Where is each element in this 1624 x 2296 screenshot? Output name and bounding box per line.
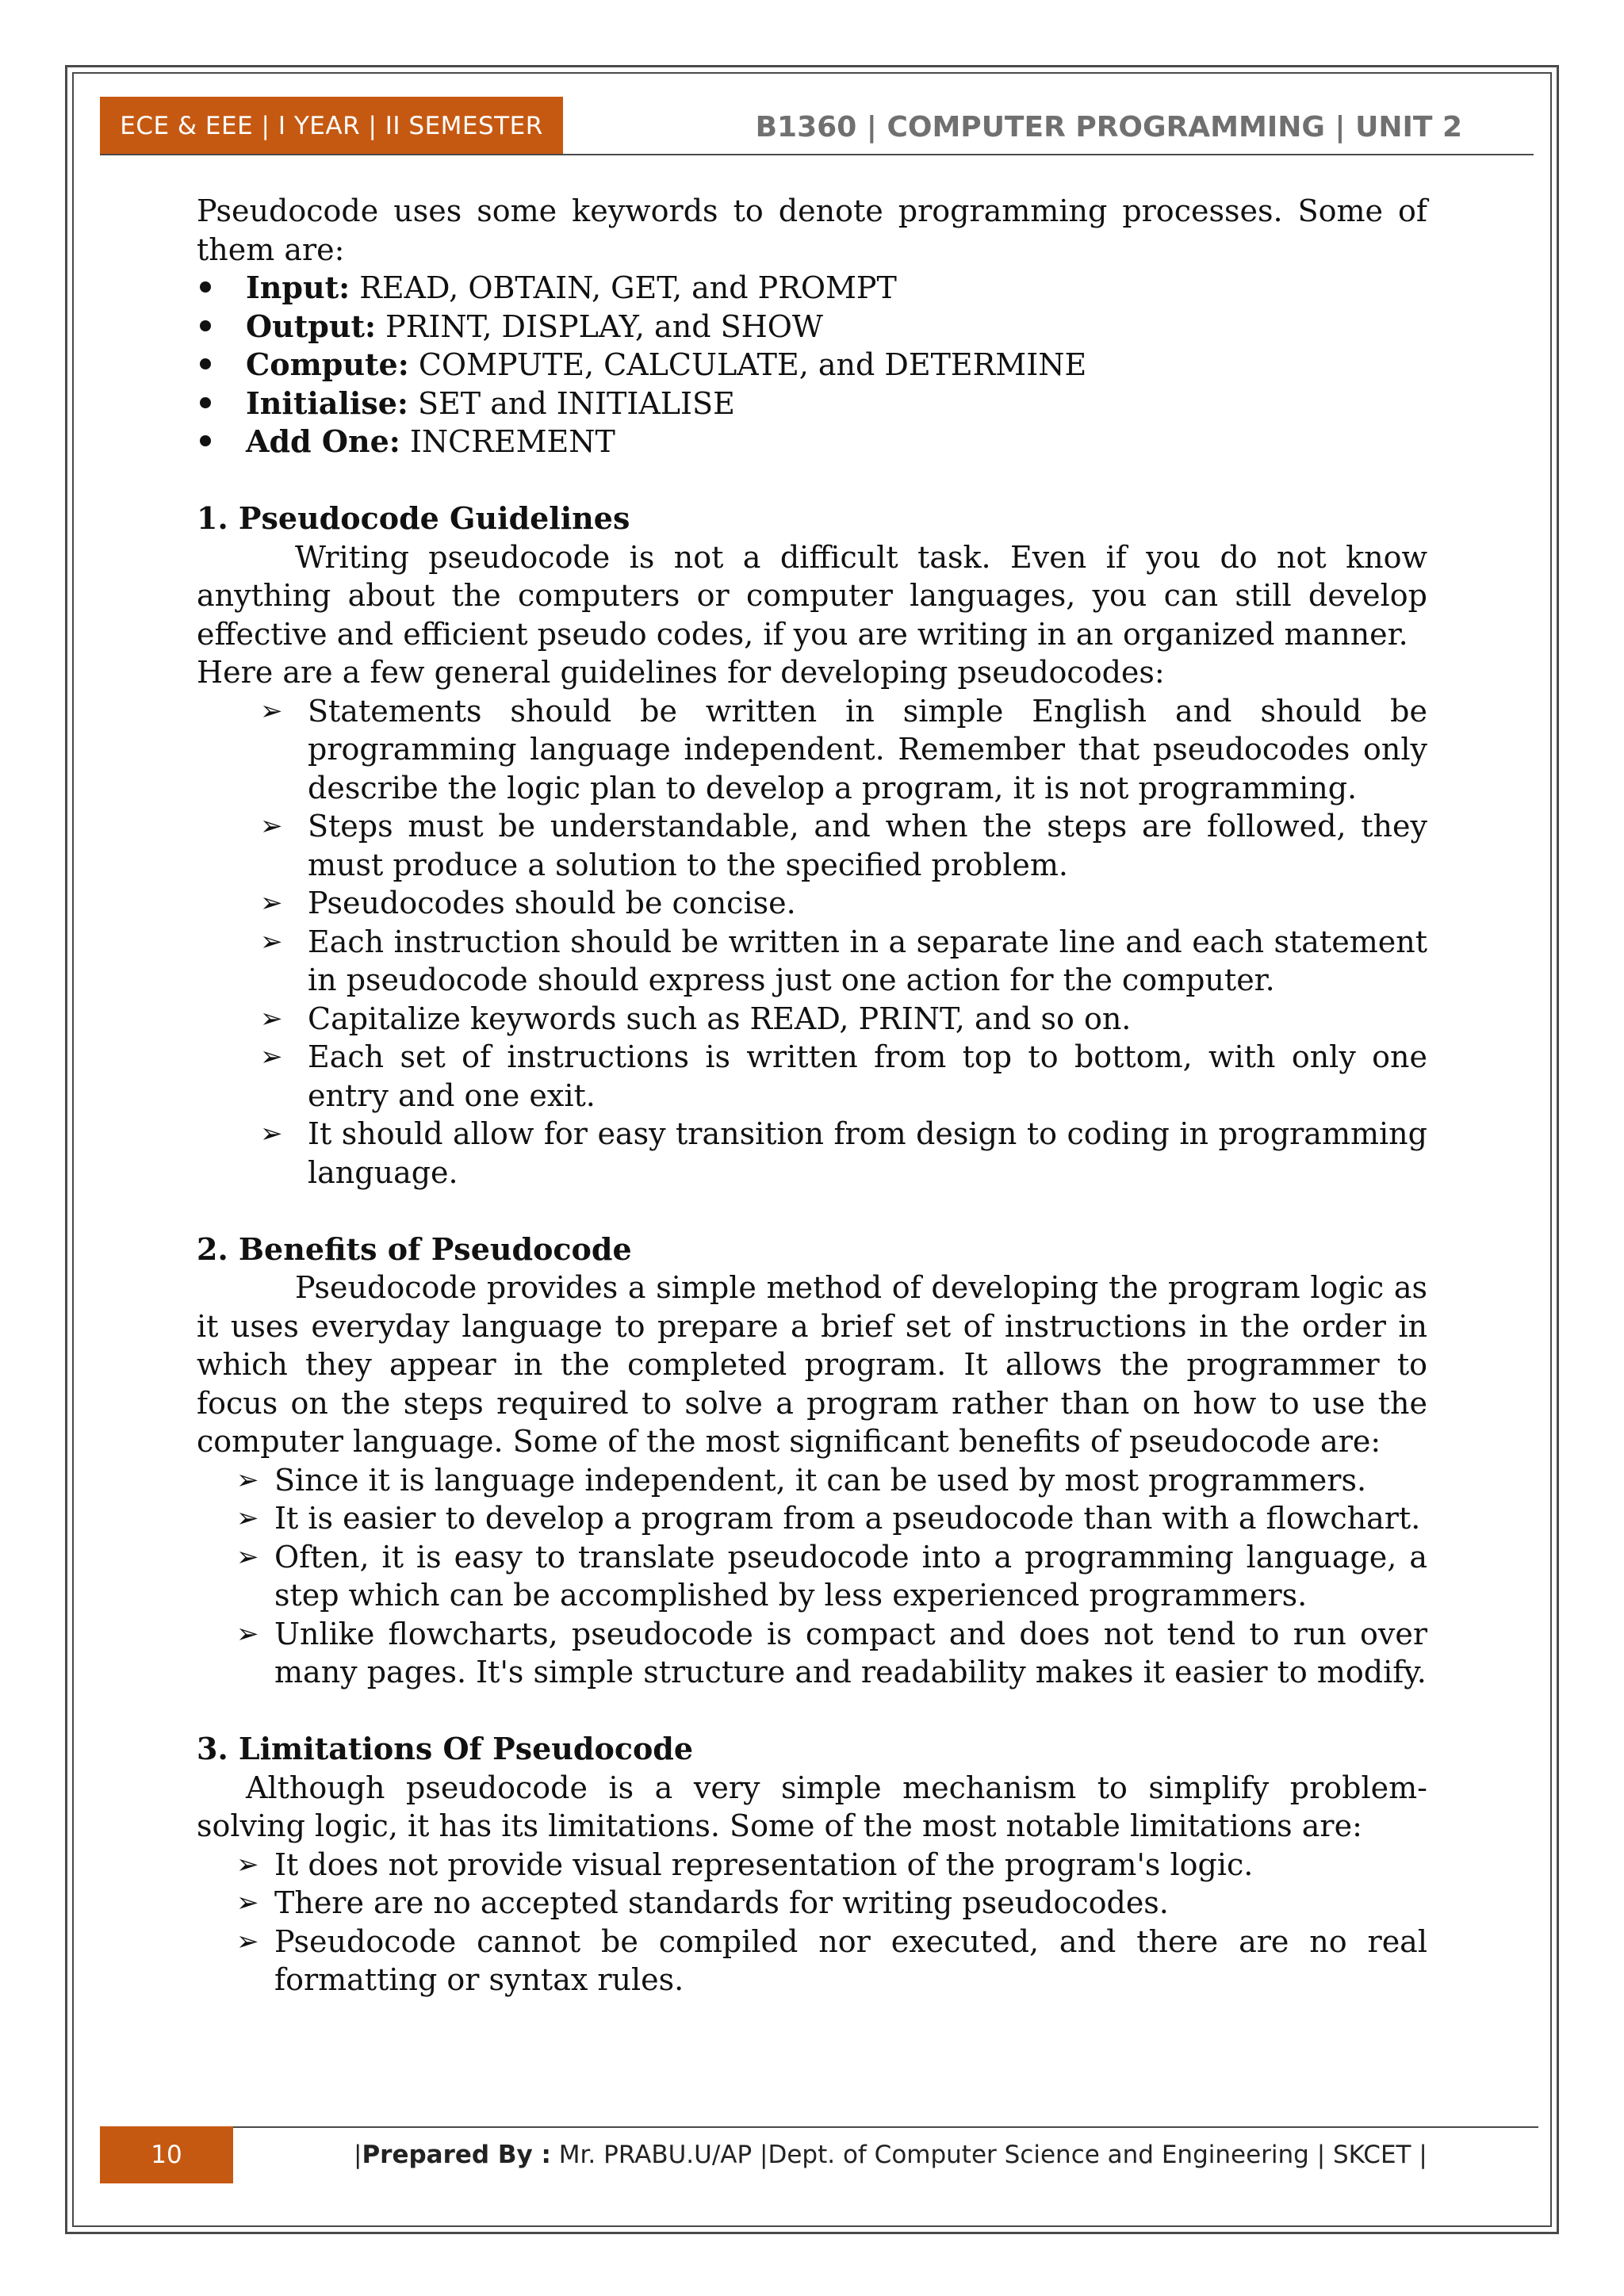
list-item	[197, 1846, 1427, 1885]
list-item-text: It does not provide visual representation of the program's logic.	[274, 1846, 1254, 1882]
keyword-label: Add One:	[246, 423, 400, 459]
list-item-text: Since it is language independent, it can be used by most programmers.	[274, 1462, 1367, 1498]
list-item	[197, 1499, 1427, 1538]
list-item	[197, 1038, 1427, 1115]
header-title: B1360 | COMPUTER PROGRAMMING | UNIT 2	[755, 111, 1462, 144]
list-item	[197, 1461, 1427, 1500]
bullet-icon	[200, 281, 211, 293]
keyword-label: Initialise:	[246, 385, 408, 421]
list-item	[197, 1923, 1427, 1999]
keyword-value: SET and INITIALISE	[408, 385, 735, 421]
list-item-text: Pseudocodes should be concise.	[308, 886, 796, 920]
list-item-text: Each instruction should be written in a separate line and each statement in pseudocode should express just one action for the computer.	[308, 924, 1427, 997]
limitations-list	[197, 1846, 1427, 1999]
keyword-item	[197, 308, 1427, 346]
list-item	[197, 807, 1427, 884]
footer-prefix: |	[354, 2141, 362, 2169]
section-heading-guidelines: 1. Pseudocode Guidelines	[197, 500, 630, 536]
list-item-text: Often, it is easy to translate pseudocode into a programming language, a step which can be accomplished by less experienced programmers.	[274, 1539, 1427, 1613]
keyword-label: Input:	[246, 270, 350, 305]
list-item-text: Statements should be written in simple English and should be programming language independent. Remember that pseudocodes only describe the logic plan to develop a program, it is not programming.	[308, 693, 1427, 806]
keyword-item	[197, 269, 1427, 308]
footer-credits	[354, 2131, 1427, 2179]
guidelines-lead: Here are a few general guidelines for developing pseudocodes:	[197, 655, 1165, 690]
list-item-text: Unlike flowcharts, pseudocode is compact and does not tend to run over many pages. It's simple structure and readability makes it easier to modify.	[274, 1616, 1427, 1689]
arrow-bullet-icon: ➢	[236, 1617, 259, 1650]
list-item	[197, 692, 1427, 808]
list-item-text: Capitalize keywords such as READ, PRINT, and so on.	[308, 1001, 1132, 1036]
list-item-text: It should allow for easy transition from design to coding in programming language.	[308, 1116, 1427, 1190]
keyword-label: Output:	[246, 308, 377, 344]
bullet-icon	[200, 397, 211, 408]
list-item-text: Steps must be understandable, and when the steps are followed, they must produce a solution to the specified problem.	[308, 809, 1427, 882]
arrow-bullet-icon: ➢	[260, 1002, 283, 1035]
arrow-bullet-icon: ➢	[236, 1925, 259, 1957]
keyword-value: COMPUTE, CALCULATE, and DETERMINE	[408, 347, 1087, 382]
list-item	[197, 1538, 1427, 1615]
limitations-paragraph: Although pseudocode is a very simple mechanism to simplify problem-solving logic, it has its limitations. Some of the most notable limitations are:	[197, 1770, 1427, 1843]
list-item-text: Pseudocode cannot be compiled nor executed, and there are no real formatting or syntax rules.	[274, 1923, 1427, 1997]
arrow-bullet-icon: ➢	[236, 1848, 259, 1881]
bullet-icon	[200, 320, 211, 331]
footer-prepared-label: Prepared By :	[362, 2141, 551, 2169]
footer-prepared-by: Mr. PRABU.U/AP |Dept. of Computer Science and Engineering | SKCET |	[550, 2141, 1427, 2169]
keyword-value: INCREMENT	[400, 424, 615, 459]
intro-text: Pseudocode uses some keywords to denote programming processes. Some of them are:	[197, 193, 1427, 267]
header-divider	[100, 154, 1534, 155]
list-item	[197, 1115, 1427, 1192]
arrow-bullet-icon: ➢	[260, 1118, 283, 1150]
guidelines-list	[197, 692, 1427, 1192]
benefits-paragraph: Pseudocode provides a simple method of developing the program logic as it uses everyday language to prepare a brief set of instructions in the order in which they appear in the completed program. It allows the programmer to focus on the steps required to solve a program rather than on how to use the computer language. Some of the most significant benefits of pseudocode are:	[197, 1270, 1427, 1459]
list-item	[197, 923, 1427, 1000]
section-heading-limitations: 3. Limitations Of Pseudocode	[197, 1731, 694, 1766]
list-item-text: It is easier to develop a program from a pseudocode than with a flowchart.	[274, 1501, 1421, 1536]
arrow-bullet-icon: ➢	[260, 925, 283, 958]
keyword-item	[197, 423, 1427, 461]
header-course-tab: ECE & EEE | I YEAR | II SEMESTER	[100, 97, 563, 155]
list-item	[197, 1000, 1427, 1039]
arrow-bullet-icon: ➢	[260, 887, 283, 919]
arrow-bullet-icon: ➢	[260, 695, 283, 727]
keyword-value: READ, OBTAIN, GET, and PROMPT	[350, 270, 897, 305]
list-item-text: Each set of instructions is written from top to bottom, with only one entry and one exit.	[308, 1039, 1427, 1113]
spacer	[197, 1192, 1427, 1230]
section-heading-benefits: 2. Benefits of Pseudocode	[197, 1230, 632, 1267]
keyword-label: Compute:	[246, 346, 409, 382]
arrow-bullet-icon: ➢	[236, 1887, 259, 1919]
arrow-bullet-icon: ➢	[260, 1041, 283, 1073]
list-item	[197, 884, 1427, 923]
footer-divider	[100, 2126, 1538, 2128]
arrow-bullet-icon: ➢	[260, 810, 283, 842]
spacer	[197, 461, 1427, 500]
list-item-text: There are no accepted standards for writing pseudocodes.	[274, 1885, 1169, 1920]
arrow-bullet-icon: ➢	[236, 1502, 259, 1534]
page-number: 10	[100, 2126, 233, 2183]
arrow-bullet-icon: ➢	[236, 1540, 259, 1573]
keyword-item	[197, 346, 1427, 385]
keyword-list	[197, 269, 1427, 461]
keyword-value: PRINT, DISPLAY, and SHOW	[376, 308, 823, 344]
bullet-icon	[200, 435, 211, 446]
benefits-list	[197, 1461, 1427, 1692]
spacer	[197, 1692, 1427, 1731]
page-content	[197, 192, 1427, 1999]
bullet-icon	[200, 358, 211, 369]
list-item	[197, 1615, 1427, 1692]
keyword-item	[197, 385, 1427, 423]
guidelines-paragraph: Writing pseudocode is not a difficult task. Even if you do not know anything about the computers or computer languages, you can still develop effective and efficient pseudo codes, if you are writing in an organized manner.	[197, 539, 1427, 652]
arrow-bullet-icon: ➢	[236, 1464, 259, 1496]
list-item	[197, 1884, 1427, 1923]
